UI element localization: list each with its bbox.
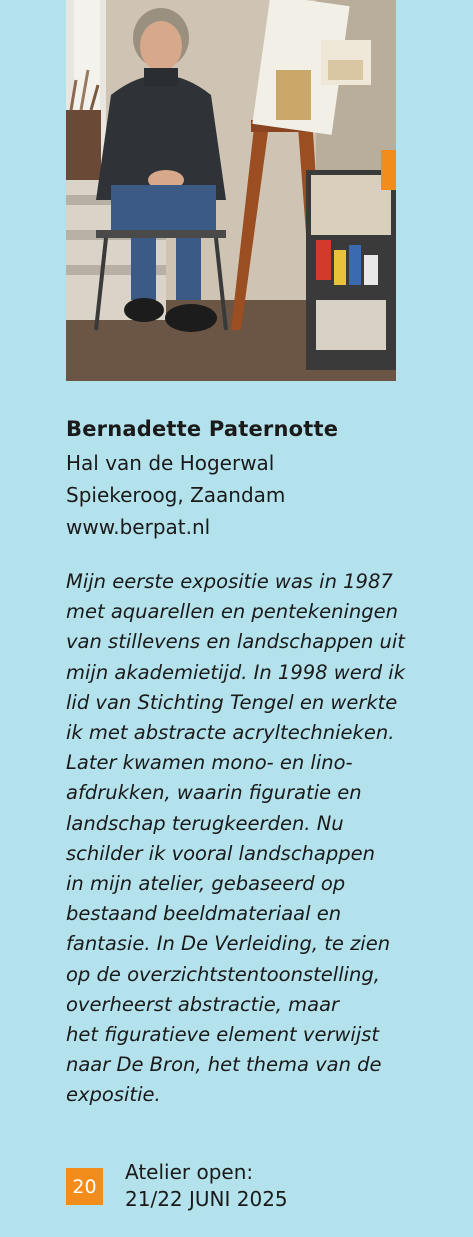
bio-line: expositie.	[66, 1083, 161, 1107]
artist-bio	[66, 567, 411, 1111]
location-line-1: Hal van de Hogerwal	[66, 451, 275, 475]
bio-line: van stillevens en landschappen uit	[66, 630, 405, 654]
artist-name: Bernadette Paternotte	[66, 417, 339, 441]
atelier-open-label: Atelier open:	[125, 1160, 254, 1184]
bio-line: in mijn atelier, gebaseerd op	[66, 872, 346, 896]
atelier-open-dates: 21/22 JUNI 2025	[125, 1187, 288, 1211]
bio-line: afdrukken, waarin figuratie en	[66, 781, 362, 805]
bio-line: landschap terugkeerden. Nu	[66, 811, 344, 835]
artist-photo-illustration	[66, 0, 396, 381]
atelier-number-badge: 20	[66, 1168, 103, 1205]
bio-line: bestaand beeldmateriaal en	[66, 902, 342, 926]
bio-line: Mijn eerste expositie was in 1987	[66, 570, 393, 593]
bio-line: fantasie. In De Verleiding, te zien	[66, 932, 391, 956]
bio-line: lid van Stichting Tengel en werkte	[66, 690, 398, 714]
bio-line: Later kwamen mono- en lino-	[66, 751, 353, 775]
artist-photo	[66, 0, 396, 381]
bio-line: mijn akademietijd. In 1998 werd ik	[66, 660, 406, 684]
bio-line: schilder ik vooral landschappen	[66, 841, 375, 865]
bio-line: overheerst abstractie, maar	[66, 992, 340, 1016]
website-link[interactable]: www.berpat.nl	[66, 515, 211, 539]
bio-line: naar De Bron, het thema van de	[66, 1053, 382, 1077]
location-line-2: Spiekeroog, Zaandam	[66, 483, 286, 507]
bio-line: het figuratieve element verwijst	[66, 1023, 380, 1047]
bio-line: ik met abstracte acryltechnieken.	[66, 721, 395, 745]
bio-line: op de overzichtstentoonstelling,	[66, 962, 380, 986]
bio-line: met aquarellen en pentekeningen	[66, 600, 398, 624]
